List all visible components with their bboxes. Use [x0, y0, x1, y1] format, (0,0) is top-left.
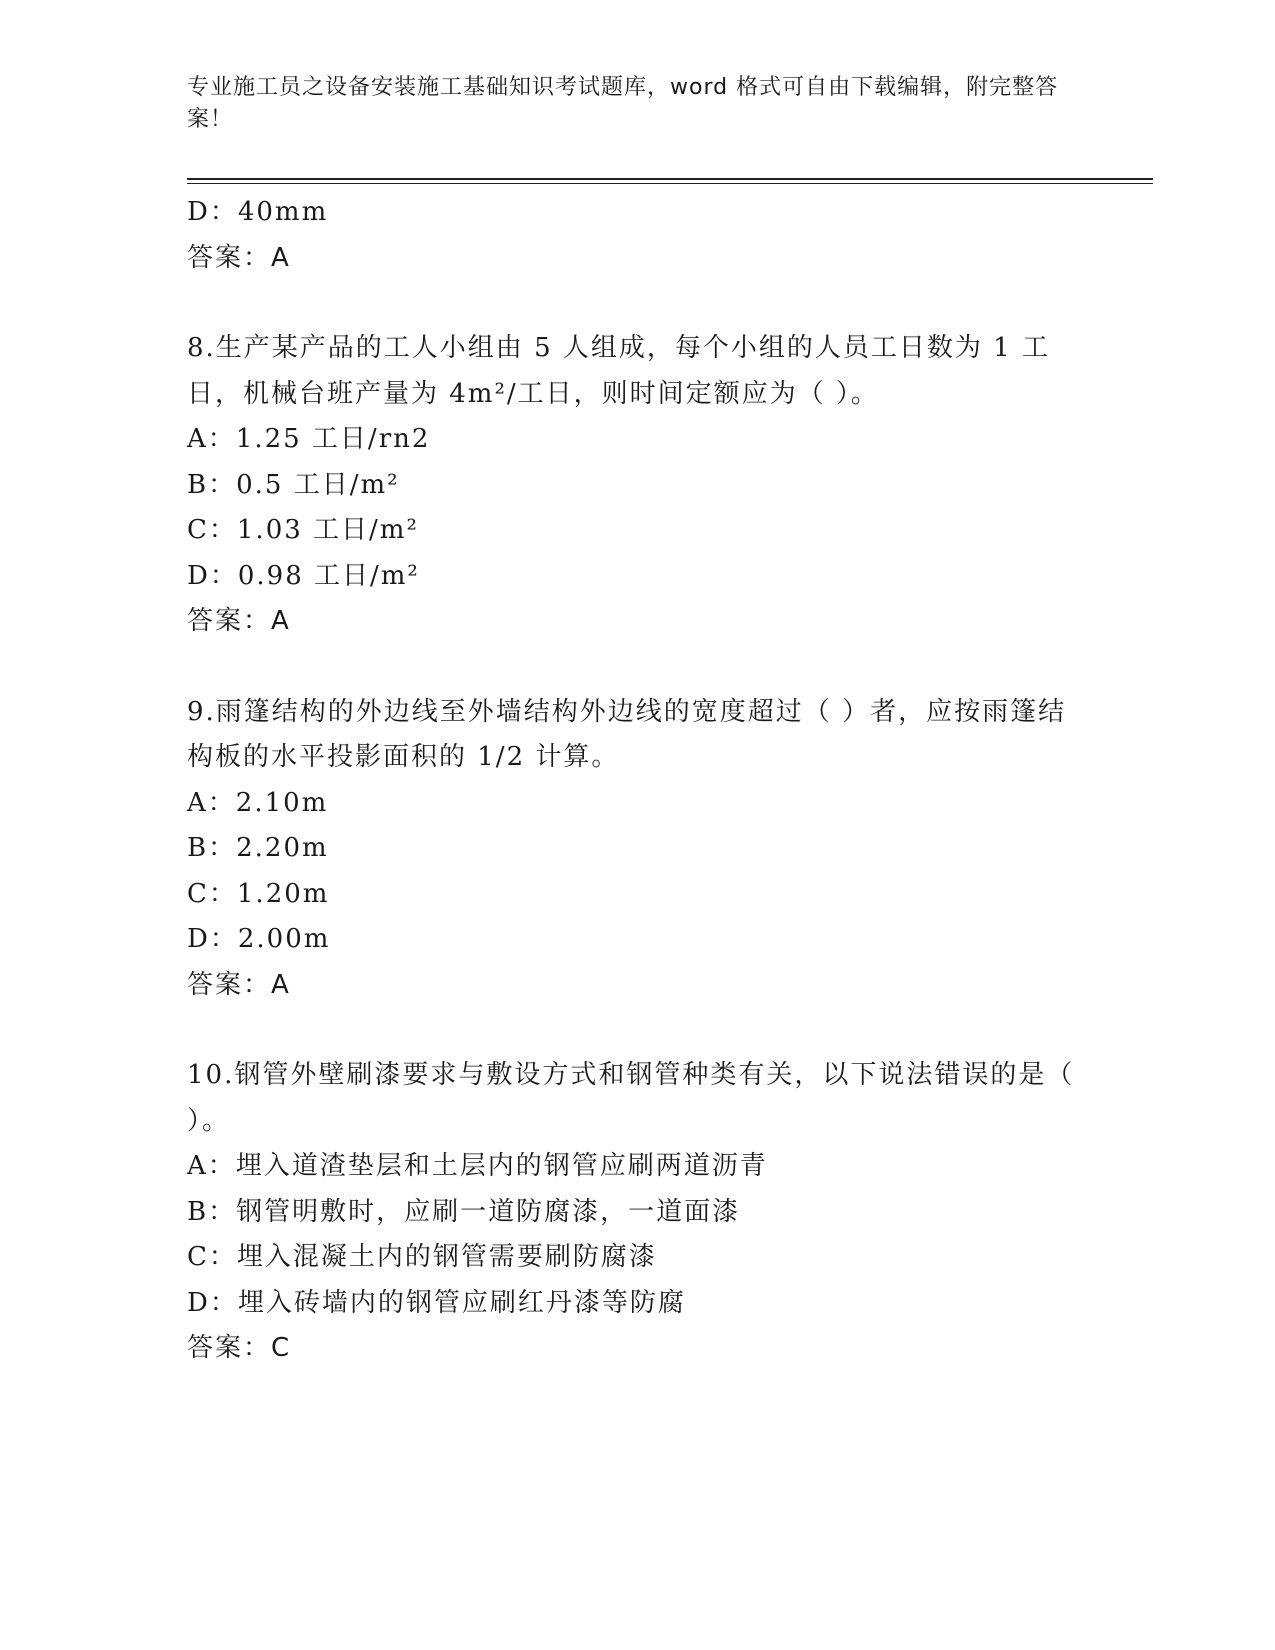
question-10 [187, 1053, 1087, 1372]
option-b: B：0.5 工日/m² [187, 469, 400, 500]
question-8 [187, 326, 1087, 645]
header-rule-thick [187, 178, 1153, 180]
option-c: C：1.20m [187, 878, 330, 909]
option-a: A：埋入道渣垫层和土层内的钢管应刷两道沥青 [187, 1151, 768, 1181]
question-stem: 8.生产某产品的工人小组由 5 人组成，每个小组的人员工日数为 1 工日，机械台班产量为 4m²/工日，则时间定额应为（ ）。 [187, 333, 1050, 409]
option-b: B：钢管明敷时，应刷一道防腐漆，一道面漆 [187, 1196, 741, 1227]
option-d: D：40mm [187, 197, 329, 227]
answer-line: 答案：A [187, 969, 291, 1000]
option-d: D：2.00m [187, 924, 331, 954]
page-header: 专业施工员之设备安装施工基础知识考试题库，word 格式可自由下载编辑，附完整答案！ [187, 75, 1059, 132]
question-content [187, 190, 1087, 1372]
option-c: C：埋入混凝土内的钢管需要刷防腐漆 [187, 1242, 657, 1272]
question-stem: 9.雨篷结构的外边线至外墙结构外边线的宽度超过（ ）者，应按雨篷结构板的水平投影面积的 1/2 计算。 [187, 696, 1067, 772]
answer-line: 答案：A [187, 606, 291, 636]
option-c: C：1.03 工日/m² [187, 515, 419, 545]
option-d: D：埋入砖墙内的钢管应刷红丹漆等防腐 [187, 1287, 686, 1318]
question-stem: 10.钢管外壁刷漆要求与敷设方式和钢管种类有关，以下说法错误的是（ ）。 [187, 1060, 1085, 1136]
option-d: D：0.98 工日/m² [187, 560, 420, 591]
header-rule-thin [187, 183, 1153, 184]
answer-line: 答案：A [187, 242, 291, 273]
option-a: A：2.10m [187, 787, 329, 818]
option-a: A：1.25 工日/rn2 [187, 424, 431, 454]
question-9 [187, 690, 1087, 1009]
option-b: B：2.20m [187, 833, 329, 863]
answer-line: 答案：C [187, 1333, 292, 1363]
